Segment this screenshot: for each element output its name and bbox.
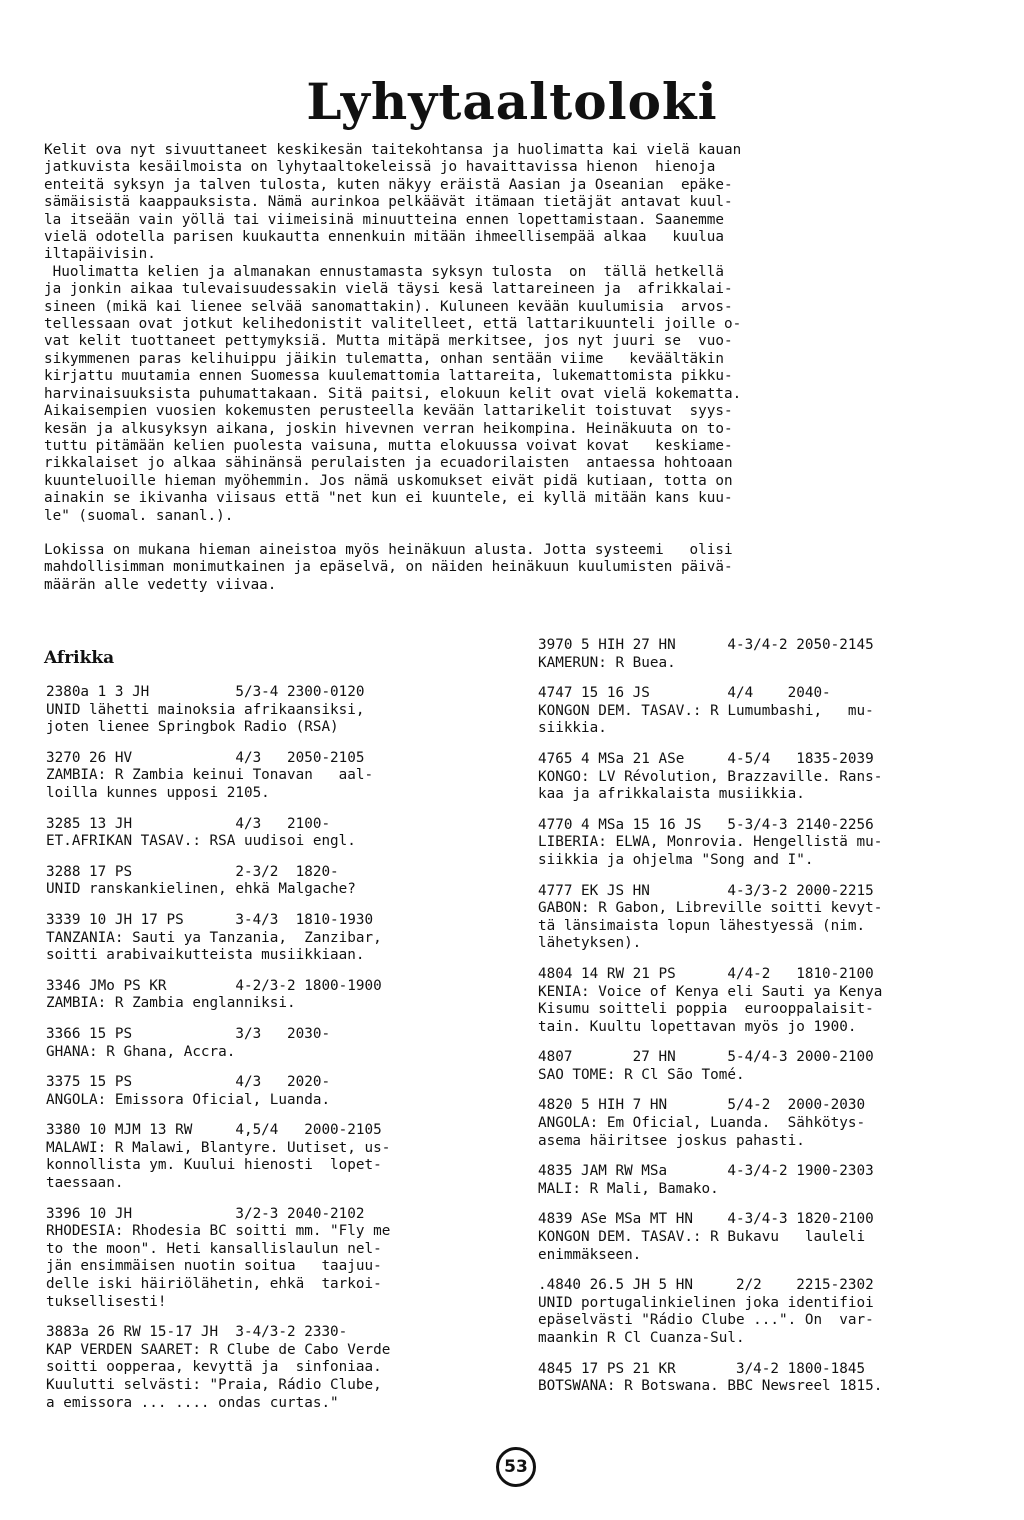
- page-number: 53: [496, 1447, 536, 1487]
- log-entry-header: 4804 14 RW 21 PS 4/4-2 1810-2100: [538, 965, 874, 982]
- page-title: Lyhytaaltoloki: [306, 72, 718, 131]
- log-entry: [538, 966, 1008, 1036]
- left-column: [46, 684, 516, 1425]
- log-entry-header: 3380 10 MJM 13 RW 4,5/4 2000-2105: [46, 1122, 382, 1139]
- log-entry: [46, 978, 516, 1013]
- log-entry-header: 2380a 1 3 JH 5/3-4 2300-0120: [46, 684, 365, 700]
- log-entry-header: 3339 10 JH 17 PS 3-4/3 1810-1930: [46, 911, 374, 928]
- section-heading: Afrikka: [44, 648, 115, 668]
- log-entry-header: 4807 27 HN 5-4/4-3 2000-2100: [538, 1049, 874, 1066]
- log-entry-header: 3270 26 HV 4/3 2050-2105: [46, 749, 365, 766]
- intro-paragraph: Lokissa on mukana hieman aineistoa myös heinäkuun alusta. Jotta systeemi olisi mahdollisimman monimutkainen ja epäselvä, on näiden heinäkuun kuulumisten päivä- määrän alle vedetty viivaa.: [44, 541, 733, 593]
- log-entry: [538, 883, 1008, 953]
- log-entry-header: 4845 17 PS 21 KR 3/4-2 1800-1845: [538, 1360, 866, 1377]
- log-entry-body: UNID lähetti mainoksia afrikaansiksi, joten lienee Springbok Radio (RSA): [46, 701, 365, 736]
- log-entry: [538, 685, 1008, 738]
- log-entry: [538, 1049, 1008, 1084]
- log-entry: [538, 1211, 1008, 1264]
- log-entry-header: 3375 15 PS 4/3 2020-: [46, 1074, 331, 1091]
- log-entry-header: 4820 5 HIH 7 HN 5/4-2 2000-2030: [538, 1097, 866, 1114]
- log-entry: [538, 751, 1008, 804]
- log-entry-header: 4765 4 MSa 21 ASe 4-5/4 1835-2039: [538, 750, 874, 767]
- log-entry-body: TANZANIA: Sauti ya Tanzania, Zanzibar, soitti arabivaikutteista musiikkiaan.: [46, 929, 382, 964]
- log-entry: [46, 1122, 516, 1192]
- log-entry-header: 3288 17 PS 2-3/2 1820-: [46, 863, 339, 880]
- log-entry: [46, 1324, 516, 1412]
- log-entry: [538, 1163, 1008, 1198]
- log-entry: [46, 750, 516, 803]
- log-entry: [538, 817, 1008, 870]
- log-entry-body: ANGOLA: Em Oficial, Luanda. Sähkötys- asema häiritsee joskus pahasti.: [538, 1115, 866, 1149]
- log-entry-header: 3346 JMo PS KR 4-2/3-2 1800-1900: [46, 977, 382, 994]
- log-entry-header: .4840 26.5 JH 5 HN 2/2 2215-2302: [538, 1277, 874, 1294]
- log-entry-body: ANGOLA: Emissora Oficial, Luanda.: [46, 1091, 331, 1108]
- log-entry-body: MALAWI: R Malawi, Blantyre. Uutiset, us- konnollista ym. Kuului hienosti lopet- taessaan.: [46, 1139, 391, 1192]
- log-entry-body: GHANA: R Ghana, Accra.: [46, 1043, 236, 1060]
- intro-text: [44, 142, 984, 594]
- intro-paragraph: Huolimatta kelien ja almanakan ennustamasta syksyn tulosta on tällä hetkellä ja jonkin aikaa tulevaisuudessakin vielä täysi kesä lattareineen ja afrikkalai- sineen (mikä kai lienee selvää sanomattakin). Kuluneen kevään kuulumisia arvos- tellessaan ovat jotkut kelihedonistit valitelleet, että lattarikuunteli joille o- vat kelit tuottaneet pettymyksiä. Mutta mitäpä merkitsee, jos nyt juuri se vuo- sikymmenen paras kelihuippu jäikin tulematta, onhan sentään viime keväältäkin kirjattu muutamia ennen Suomessa kuulemattomia lattareita, lukemattomista pikku- harvinaisuuksista puhumattakaan. Sitä paitsi, elokuun kelit ovat vielä kokematta. Aikaisempien vuosien kokemusten perusteella kevään lattarikelit toistuvat syys- kesän ja alkusyksyn aikana, joskin hivevnen verran heikompina. Heinäkuuta on to- tuttu pitämään kelien puolesta vaisuna, mutta elokuussa voivat kovat keskiame- rikkalaiset jo alkaa sähinänsä perulaisten ja ecuadorilaisten antaessa hohtoaan kuunteluoille hieman myöhemmin. Jos nämä uskomukset eivät pidä kutiaan, totta on ainakin se ikivanha viisaus että "net kun ei kuuntele, ei kyllä mitään kans kuu- le" (suomal. sananl.).: [44, 263, 742, 524]
- log-entry-header: 3285 13 JH 4/3 2100-: [46, 815, 331, 832]
- log-entry-body: KAP VERDEN SAARET: R Clube de Cabo Verde soitti oopperaa, kevyttä ja sinfoniaa. Kuulutti selvästi: "Praia, Rádio Clube, a emissora ... .... ondas curtas.": [46, 1341, 391, 1411]
- log-entry: [538, 1097, 1008, 1150]
- log-entry: [46, 864, 516, 899]
- log-entry-header: 4770 4 MSa 15 16 JS 5-3/4-3 2140-2256: [538, 816, 874, 833]
- log-entry-header: 3396 10 JH 3/2-3 2040-2102: [46, 1205, 365, 1222]
- log-entry-body: SAO TOME: R Cl São Tomé.: [538, 1066, 745, 1083]
- log-entry-header: 4747 15 16 JS 4/4 2040-: [538, 685, 831, 702]
- right-column: [538, 637, 1008, 1409]
- log-entry-header: 3883a 26 RW 15-17 JH 3-4/3-2 2330-: [46, 1324, 348, 1341]
- log-entry: [46, 1206, 516, 1312]
- log-entry: [538, 1361, 1008, 1396]
- log-entry: [46, 1074, 516, 1109]
- log-entry-header: 3970 5 HIH 27 HN 4-3/4-2 2050-2145: [538, 637, 874, 653]
- log-entry-body: KONGO: LV Révolution, Brazzaville. Rans- kaa ja afrikkalaista musiikkia.: [538, 768, 883, 803]
- log-entry-body: KONGON DEM. TASAV.: R Lumumbashi, mu- siikkia.: [538, 702, 874, 737]
- log-entry-body: UNID ranskankielinen, ehkä Malgache?: [46, 881, 356, 898]
- log-entry-body: MALI: R Mali, Bamako.: [538, 1180, 719, 1197]
- log-entry-body: KAMERUN: R Buea.: [538, 654, 676, 671]
- log-entry-body: UNID portugalinkielinen joka identifioi epäselvästi "Rádio Clube ...". On var- maankin R Cl Cuanza-Sul.: [538, 1294, 874, 1346]
- log-entry-header: 3366 15 PS 3/3 2030-: [46, 1025, 331, 1042]
- log-entry-body: ZAMBIA: R Zambia englanniksi.: [46, 995, 296, 1012]
- log-entry-header: 4835 JAM RW MSa 4-3/4-2 1900-2303: [538, 1163, 874, 1180]
- log-entry-body: KONGON DEM. TASAV.: R Bukavu lauleli enimmäkseen.: [538, 1229, 866, 1263]
- log-entry: [46, 1026, 516, 1061]
- log-entry: [538, 637, 1008, 672]
- log-entry-body: ZAMBIA: R Zambia keinui Tonavan aal- loilla kunnes upposi 2105.: [46, 767, 374, 801]
- log-entry-header: 4839 ASe MSa MT HN 4-3/4-3 1820-2100: [538, 1211, 874, 1228]
- log-entry: [46, 684, 516, 737]
- log-entry-body: GABON: R Gabon, Libreville soitti kevyt- tä länsimaista lopun lähestyessä (nim. lähetyksen).: [538, 900, 883, 952]
- log-entry: [46, 816, 516, 851]
- log-entry-header: 4777 EK JS HN 4-3/3-2 2000-2215: [538, 882, 874, 899]
- log-entry-body: LIBERIA: ELWA, Monrovia. Hengellistä mu- siikkia ja ohjelma "Song and I".: [538, 834, 883, 868]
- log-entry-body: ET.AFRIKAN TASAV.: RSA uudisoi engl.: [46, 833, 356, 850]
- log-entry-body: BOTSWANA: R Botswana. BBC Newsreel 1815.: [538, 1378, 883, 1395]
- intro-paragraph: Kelit ova nyt sivuuttaneet keskikesän taitekohtansa ja huolimatta kai vielä kauan jatkuvista kesäilmoista on lyhytaaltokeleissä jo havaittavissa hienon hienoja enteitä syksyn ja talven tulosta, kuten näkyy eräistä Aasian ja Oseanian epäke- sämäisistä kaappauksista. Nämä aurinkoa pelkäävät itämaan tietäjät antavat kuul- la itseään vain yöllä tai viimeisinä minuutteina ennen lopettamistaan. Saanemme vielä odotella parisen kuukautta ennenkuin mitään ihmeellisempää alkaa kuulua iltapäivisin.: [44, 142, 742, 263]
- log-entry-body: RHODESIA: Rhodesia BC soitti mm. "Fly me to the moon". Heti kansallislaulun nel- jän ensimmäisen nuotin soitua taajuu- delle iski häiriölähetin, ehkä tarkoi- tuksellisesti!: [46, 1223, 391, 1310]
- log-entry-body: KENIA: Voice of Kenya eli Sauti ya Kenya Kisumu soitteli poppia eurooppalaisit- tain. Kuultu lopettavan myös jo 1900.: [538, 983, 883, 1035]
- log-entry: [46, 912, 516, 965]
- log-entry: [538, 1277, 1008, 1347]
